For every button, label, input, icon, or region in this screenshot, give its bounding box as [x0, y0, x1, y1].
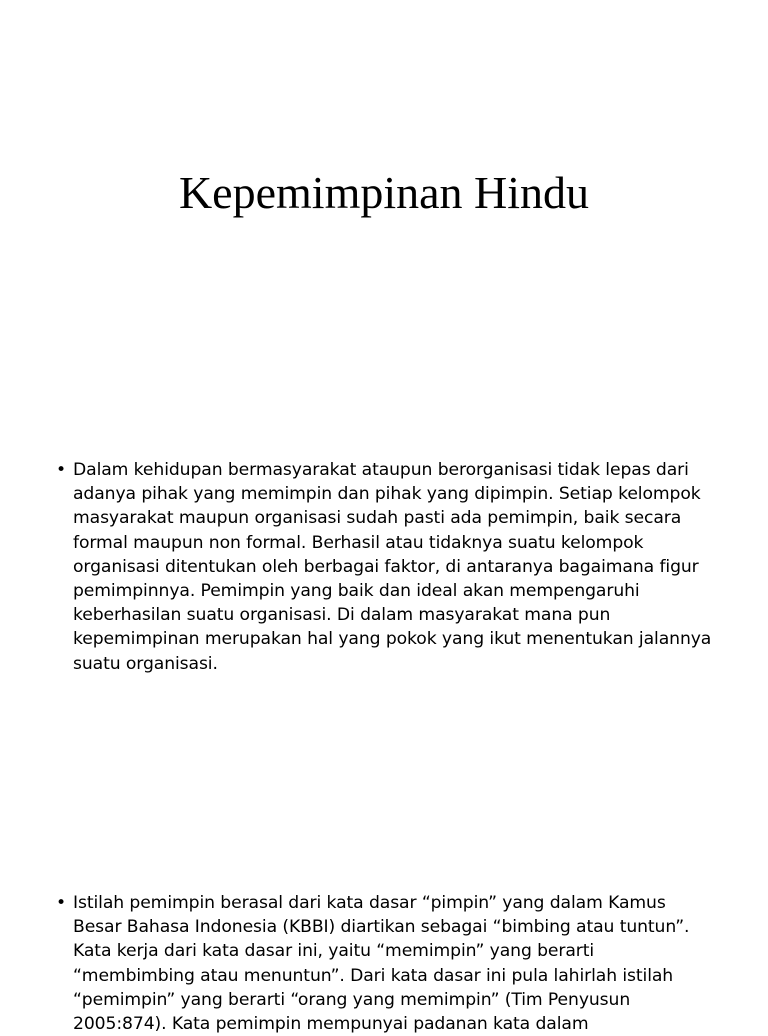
bullet-item-1 — [56, 458, 716, 676]
bullet-item-2 — [56, 891, 716, 1036]
slide-title: Kepemimpinan Hindu — [178, 167, 590, 218]
bullet-text: Istilah pemimpin berasal dari kata dasar “pimpin” yang dalam Kamus Besar Bahasa Indonesia (KBBI) diartikan sebagai “bimbing atau tuntun”. Kata kerja dari kata dasar ini, yaitu “memimpin” yang berarti “membimbing atau menuntun”. Dari kata dasar ini pula lahirlah istilah “pemimpin” yang berarti “orang yang memimpin” (Tim Penyusun 2005:874). Kata pemimpin mempunyai padanan kata dalam — [73, 893, 690, 1035]
bullet-icon: • — [56, 460, 67, 480]
bullet-text: Dalam kehidupan bermasyarakat ataupun berorganisasi tidak lepas dari adanya pihak yang memimpin dan pihak yang dipimpin. Setiap kelompok masyarakat maupun organisasi sudah pasti ada pemimpin, baik secara formal maupun non formal. Berhasil atau tidaknya suatu kelompok organisasi ditentukan oleh berbagai faktor, di antaranya bagaimana figur pemimpinnya. Pemimpin yang baik dan ideal akan mempengaruhi keberhasilan suatu organisasi. Di dalam masyarakat mana pun kepemimpinan merupakan hal yang pokok yang ikut menentukan jalannya suatu organisasi. — [73, 460, 712, 674]
bullet-icon: • — [56, 893, 67, 913]
